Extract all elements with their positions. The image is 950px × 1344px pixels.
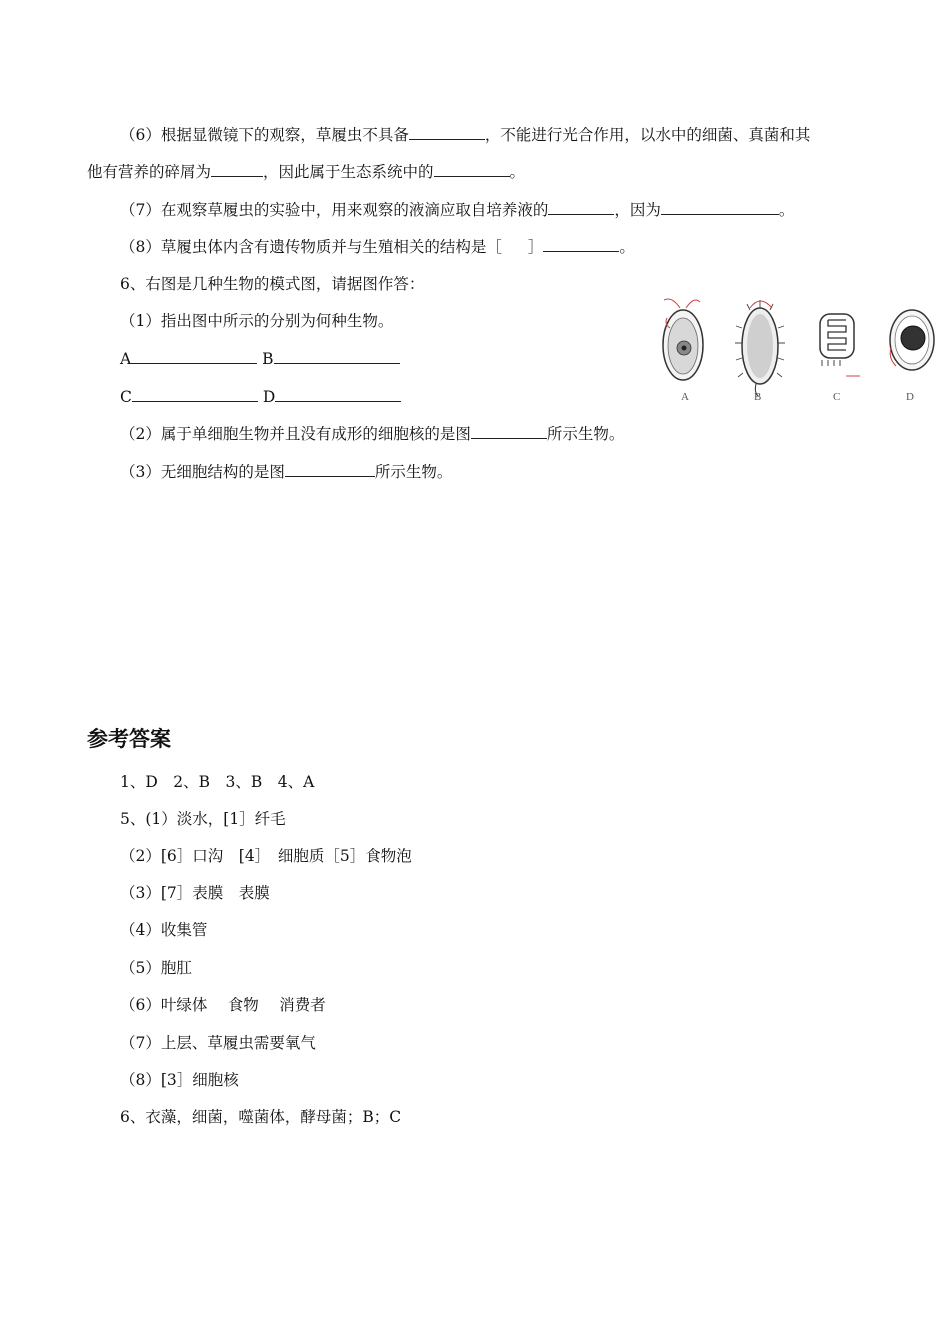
q5-7-blank1[interactable] bbox=[548, 199, 614, 215]
q6-1-ab-line bbox=[120, 348, 400, 369]
answer-line-2: 5、(1）淡水，[1］纤毛 bbox=[120, 810, 286, 828]
q6-intro: 6、右图是几种生物的模式图，请据图作答： bbox=[120, 275, 425, 293]
answer-line-8: （7）上层、草履虫需要氧气 bbox=[120, 1034, 316, 1052]
q6-1-label-a: A bbox=[120, 350, 132, 368]
answer-line-3: （2）[6］口沟 [4］ 细胞质［5］食物泡 bbox=[120, 847, 412, 865]
q5-6-blank1[interactable] bbox=[409, 124, 485, 140]
q6-3-line bbox=[120, 461, 452, 482]
q5-8-text-c: 。 bbox=[619, 238, 635, 256]
figure-label-a: A bbox=[681, 391, 689, 403]
q5-8-line bbox=[120, 236, 635, 257]
q6-3-text-a: （3）无细胞结构的是图 bbox=[120, 463, 285, 481]
q5-6-text-d: ，因此属于生态系统中的 bbox=[263, 163, 434, 181]
q5-7-line bbox=[120, 199, 794, 220]
organisms-figure bbox=[650, 288, 940, 416]
q6-1: （1）指出图中所示的分别为何种生物。 bbox=[120, 312, 394, 330]
answer-line-5: （4）收集管 bbox=[120, 921, 208, 939]
q5-6-text-e: 。 bbox=[509, 163, 526, 181]
q6-2-text-b: 所示生物。 bbox=[546, 425, 625, 443]
answer-line-7: （6）叶绿体 食物 消费者 bbox=[120, 996, 326, 1014]
q6-1-label-b: B bbox=[262, 350, 274, 368]
q5-8-blank[interactable] bbox=[543, 236, 619, 252]
q5-8-text-a: （8）草履虫体内含有遗传物质并与生殖相关的结构是［ bbox=[120, 238, 502, 256]
q6-2-text-a: （2）属于单细胞生物并且没有成形的细胞核的是图 bbox=[120, 425, 471, 443]
q6-1-blank-b[interactable] bbox=[274, 348, 400, 364]
q6-3-blank[interactable] bbox=[285, 461, 375, 477]
q5-7-blank2[interactable] bbox=[661, 199, 779, 215]
q6-2-line bbox=[120, 423, 624, 444]
organism-b-bacterium bbox=[735, 300, 785, 396]
q5-7-text-a: （7）在观察草履虫的实验中，用来观察的液滴应取自培养液的 bbox=[120, 201, 549, 219]
answer-line-6: （5）胞肛 bbox=[120, 959, 192, 977]
q5-6-text-a: （6）根据显微镜下的观察，草履虫不具备 bbox=[120, 126, 409, 144]
q5-6-line2 bbox=[87, 161, 525, 182]
figure-label-b: B bbox=[754, 391, 762, 403]
answer-line-10: 6、衣藻，细菌，噬菌体，酵母菌；B；C bbox=[120, 1108, 402, 1126]
answers-heading: 参考答案 bbox=[87, 727, 171, 751]
q5-6-line1 bbox=[120, 124, 810, 145]
q6-3-text-b: 所示生物。 bbox=[374, 463, 453, 481]
figure-label-d: D bbox=[906, 391, 914, 403]
q5-6-blank3[interactable] bbox=[434, 161, 510, 177]
q5-7-text-b: ，因为 bbox=[614, 201, 661, 219]
q5-6-text-b: ，不能进行光合作用，以水中的细菌、真菌和其 bbox=[484, 126, 811, 144]
answer-line-1: 1、D 2、B 3、B 4、A bbox=[120, 773, 315, 791]
figure-label-c: C bbox=[833, 391, 841, 403]
q5-8-text-b: ］ bbox=[527, 238, 544, 256]
q6-2-blank[interactable] bbox=[471, 423, 547, 439]
q6-1-cd-line bbox=[120, 386, 401, 407]
q6-1-blank-a[interactable] bbox=[131, 348, 257, 364]
organism-c-bacteriophage bbox=[820, 314, 860, 376]
q6-1-blank-d[interactable] bbox=[275, 386, 401, 402]
q6-1-label-c: C bbox=[120, 388, 132, 406]
organism-d-yeast bbox=[890, 310, 934, 370]
q5-6-text-c: 他有营养的碎屑为 bbox=[87, 163, 212, 181]
q5-7-text-c: 。 bbox=[778, 201, 795, 219]
q5-6-blank2[interactable] bbox=[211, 161, 263, 177]
organism-a-chlamydomonas bbox=[663, 299, 703, 380]
answer-line-9: （8）[3］细胞核 bbox=[120, 1071, 239, 1089]
q6-1-blank-c[interactable] bbox=[132, 386, 258, 402]
answer-line-4: （3）[7］表膜 表膜 bbox=[120, 884, 270, 902]
q6-1-label-d: D bbox=[262, 388, 276, 406]
